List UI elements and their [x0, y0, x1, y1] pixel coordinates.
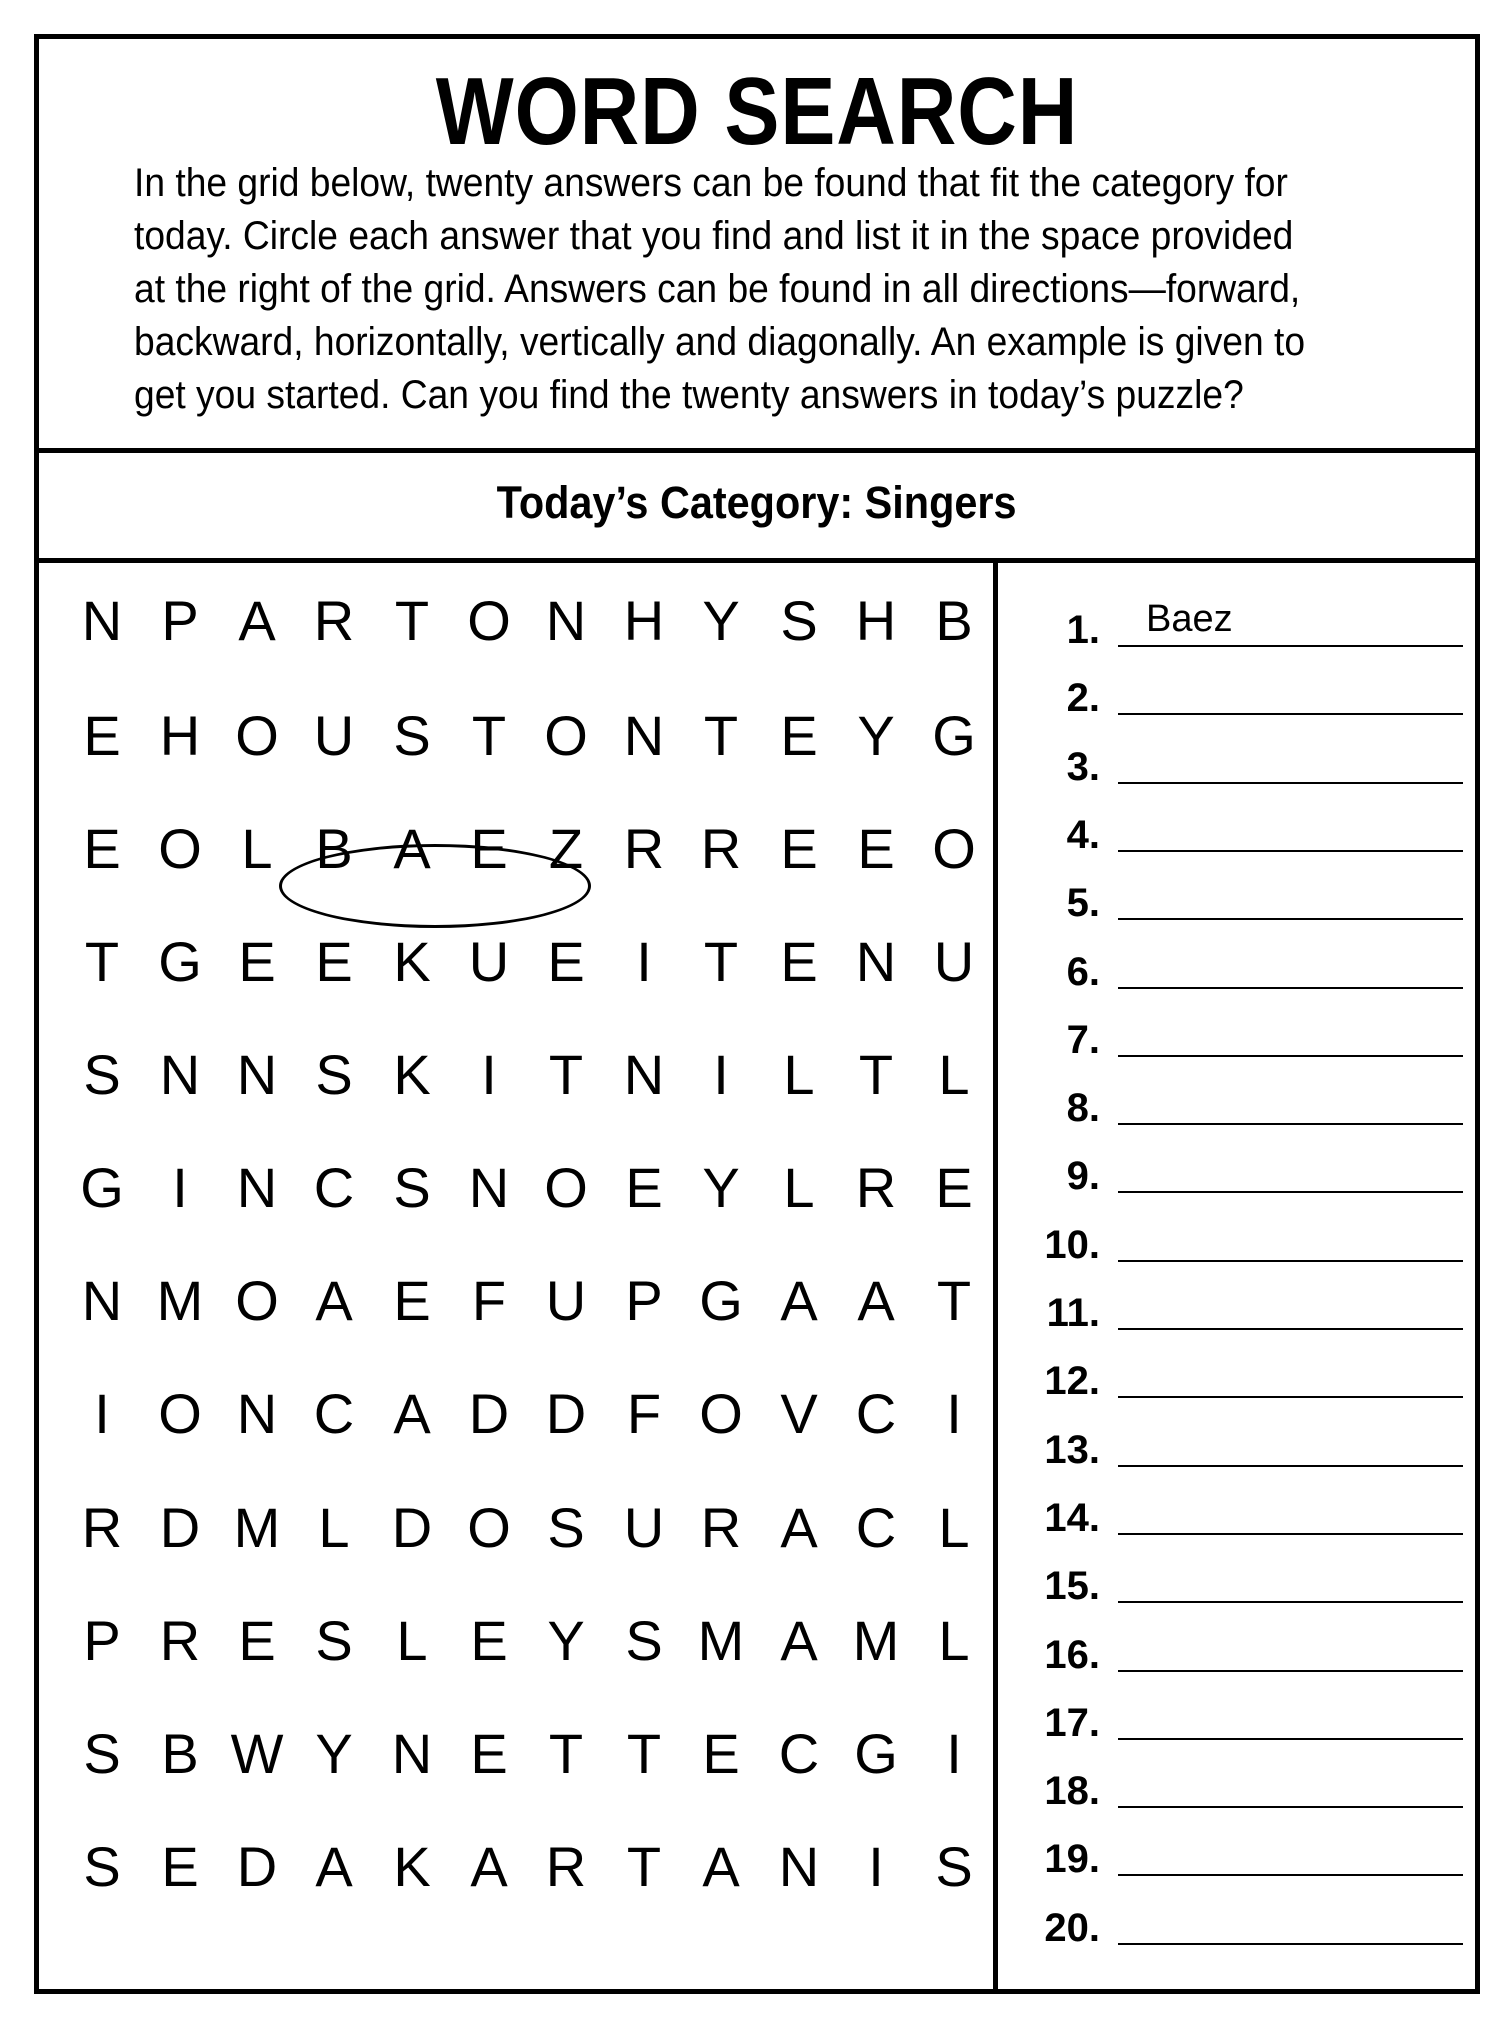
answer-number: 11.: [1046, 1291, 1100, 1335]
grid-letter: L: [938, 1496, 970, 1559]
answer-row: [998, 927, 1480, 995]
grid-letter: N: [81, 589, 123, 652]
answer-blank-line[interactable]: [1118, 1533, 1463, 1535]
answer-row: [998, 1473, 1480, 1541]
answer-number: 2.: [1066, 676, 1100, 721]
grid-row: [63, 1714, 993, 1794]
grid-letter: O: [235, 1269, 279, 1332]
answer-blank-line[interactable]: [1118, 1943, 1463, 1945]
grid-letter: T: [703, 930, 739, 993]
grid-letter: I: [481, 1043, 497, 1106]
answer-number: 5.: [1066, 881, 1100, 926]
grid-letter: L: [938, 1609, 970, 1672]
answer-blank-line[interactable]: [1118, 1465, 1463, 1467]
grid-letter: M: [852, 1609, 900, 1672]
grid-letter: K: [393, 930, 431, 993]
grid-row: [63, 1488, 993, 1568]
grid-letter: C: [778, 1722, 820, 1785]
grid-letter: S: [935, 1835, 973, 1898]
grid-letter: R: [700, 817, 742, 880]
grid-letter: B: [315, 817, 353, 880]
grid-letter: A: [702, 1835, 740, 1898]
answer-row: [998, 1268, 1480, 1336]
grid-letter: N: [236, 1043, 278, 1106]
grid-letter: S: [315, 1043, 353, 1106]
category-banner: [39, 453, 1475, 563]
answer-row: [998, 1678, 1480, 1746]
grid-letter: T: [394, 589, 430, 652]
grid-letter: E: [161, 1835, 199, 1898]
grid-letter: V: [780, 1382, 818, 1445]
answer-number: 16.: [1044, 1632, 1100, 1677]
answer-number: 6.: [1066, 949, 1100, 994]
grid-letter: H: [855, 589, 897, 652]
grid-letter: N: [623, 704, 665, 767]
grid-row: [63, 1827, 993, 1907]
answer-blank-line[interactable]: [1118, 850, 1463, 852]
answer-row: [998, 722, 1480, 790]
grid-letter: G: [932, 704, 976, 767]
grid-letter: I: [946, 1382, 962, 1445]
grid-letter: L: [241, 817, 273, 880]
grid-letter: U: [545, 1269, 587, 1332]
grid-letter: Y: [857, 704, 895, 767]
answer-list: [998, 563, 1480, 1994]
grid-letter: T: [858, 1043, 894, 1106]
grid-letter: I: [172, 1156, 188, 1219]
grid-letter: E: [470, 1722, 508, 1785]
grid-row: [63, 1374, 993, 1454]
grid-letter: E: [780, 930, 818, 993]
grid-letter: T: [703, 704, 739, 767]
answer-row: [998, 1131, 1480, 1199]
answer-number: 3.: [1066, 744, 1100, 789]
grid-letter: D: [159, 1496, 201, 1559]
grid-letter: E: [83, 817, 121, 880]
grid-letter: N: [236, 1382, 278, 1445]
grid-row: [63, 1261, 993, 1341]
grid-letter: A: [238, 589, 276, 652]
answer-number: 15.: [1044, 1564, 1100, 1609]
grid-letter: S: [625, 1609, 663, 1672]
grid-letter: S: [83, 1835, 121, 1898]
grid-letter: A: [315, 1835, 353, 1898]
grid-letter: O: [235, 704, 279, 767]
answer-text: Baez: [1146, 598, 1233, 640]
answer-blank-line[interactable]: [1118, 1738, 1463, 1740]
grid-letter: C: [855, 1382, 897, 1445]
grid-letter: K: [393, 1043, 431, 1106]
grid-letter: K: [393, 1835, 431, 1898]
grid-letter: A: [780, 1496, 818, 1559]
grid-letter: E: [470, 817, 508, 880]
grid-letter: C: [313, 1382, 355, 1445]
grid-letter: T: [626, 1722, 662, 1785]
answer-blank-line[interactable]: [1118, 1123, 1463, 1125]
answer-number: 10.: [1044, 1222, 1100, 1267]
grid-letter: E: [625, 1156, 663, 1219]
grid-letter: T: [548, 1722, 584, 1785]
grid-letter: T: [84, 930, 120, 993]
grid-letter: E: [780, 817, 818, 880]
grid-letter: A: [857, 1269, 895, 1332]
grid-letter: N: [391, 1722, 433, 1785]
grid-letter: C: [313, 1156, 355, 1219]
grid-letter: G: [158, 930, 202, 993]
answer-number: 1.: [1066, 608, 1100, 652]
answer-row: [998, 1746, 1480, 1814]
grid-letter: E: [780, 704, 818, 767]
header-section: [39, 39, 1475, 453]
grid-letter: L: [396, 1609, 428, 1672]
grid-letter: O: [158, 817, 202, 880]
grid-letter: Z: [548, 817, 584, 880]
answer-blank-line[interactable]: [1118, 1191, 1463, 1193]
grid-row: [63, 1148, 993, 1228]
grid-letter: F: [626, 1382, 662, 1445]
answer-blank-line[interactable]: [1118, 1396, 1463, 1398]
grid-letter: I: [713, 1043, 729, 1106]
answer-blank-line[interactable]: [1118, 1328, 1463, 1330]
grid-letter: E: [935, 1156, 973, 1219]
grid-letter: L: [938, 1043, 970, 1106]
grid-letter: O: [932, 817, 976, 880]
grid-letter: Y: [702, 589, 740, 652]
grid-letter: R: [159, 1609, 201, 1672]
grid-letter: L: [318, 1496, 350, 1559]
grid-letter: D: [468, 1382, 510, 1445]
answer-number: 4.: [1066, 812, 1100, 857]
grid-letter: S: [547, 1496, 585, 1559]
grid-letter: T: [471, 704, 507, 767]
answer-number: 14.: [1044, 1495, 1100, 1540]
grid-letter: A: [393, 1382, 431, 1445]
answer-number: 18.: [1044, 1769, 1100, 1814]
grid-letter: Y: [315, 1722, 353, 1785]
grid-row: [63, 581, 993, 661]
answer-blank-line[interactable]: [1118, 918, 1463, 920]
answer-row: [998, 1063, 1480, 1131]
grid-letter: E: [470, 1609, 508, 1672]
grid-letter: N: [468, 1156, 510, 1219]
grid-letter: W: [230, 1722, 284, 1785]
grid-letter: Y: [702, 1156, 740, 1219]
grid-letter: E: [238, 1609, 276, 1672]
grid-letter: P: [625, 1269, 663, 1332]
grid-letter: D: [236, 1835, 278, 1898]
answer-blank-line[interactable]: [1118, 782, 1463, 784]
grid-letter: S: [83, 1722, 121, 1785]
grid-letter: H: [623, 589, 665, 652]
grid-letter: R: [623, 817, 665, 880]
grid-letter: N: [545, 589, 587, 652]
answer-blank-line[interactable]: [1118, 1670, 1463, 1672]
grid-letter: G: [80, 1156, 124, 1219]
grid-letter: E: [315, 930, 353, 993]
answer-row: [998, 1200, 1480, 1268]
answer-number: 8.: [1066, 1086, 1100, 1131]
grid-letter: D: [391, 1496, 433, 1559]
example-answer-circle: [279, 844, 591, 928]
grid-letter: E: [83, 704, 121, 767]
grid-letter: N: [81, 1269, 123, 1332]
grid-letter: R: [855, 1156, 897, 1219]
grid-letter: R: [545, 1835, 587, 1898]
grid-letter: E: [238, 930, 276, 993]
grid-letter: I: [946, 1722, 962, 1785]
answer-blank-line[interactable]: [1118, 713, 1463, 715]
answer-blank-line[interactable]: [1118, 1055, 1463, 1057]
answer-number: 12.: [1044, 1359, 1100, 1404]
grid-letter: G: [854, 1722, 898, 1785]
grid-letter: O: [158, 1382, 202, 1445]
answer-blank-line[interactable]: [1118, 1601, 1463, 1603]
grid-letter: M: [697, 1609, 745, 1672]
answer-row: [998, 858, 1480, 926]
grid-letter: E: [547, 930, 585, 993]
grid-letter: T: [626, 1835, 662, 1898]
grid-letter: G: [699, 1269, 743, 1332]
grid-letter: O: [467, 1496, 511, 1559]
grid-letter: I: [94, 1382, 110, 1445]
grid-letter: E: [702, 1722, 740, 1785]
grid-row: [63, 1601, 993, 1681]
answer-row: [998, 790, 1480, 858]
grid-letter: A: [780, 1609, 818, 1672]
answer-row: [998, 1814, 1480, 1882]
answer-number: 17.: [1044, 1700, 1100, 1745]
grid-letter: R: [313, 589, 355, 652]
answer-blank-line[interactable]: [1118, 1874, 1463, 1876]
answer-number: 7.: [1066, 1017, 1100, 1062]
grid-letter: E: [857, 817, 895, 880]
grid-letter: P: [83, 1609, 121, 1672]
grid-letter: R: [700, 1496, 742, 1559]
instructions-text: In the grid below, twenty answers can be found that fit the category for today. Circle each answer that you find and list it in the space provided at the right of the grid. Answers can be found in all directions—forward, backward, horizontally, vertically and diagonally. An example is given to get you started. Can you find the twenty answers in today’s puzzle?: [134, 161, 1306, 417]
answer-number: 19.: [1044, 1837, 1100, 1882]
grid-letter: M: [156, 1269, 204, 1332]
grid-letter: U: [933, 930, 975, 993]
grid-letter: S: [780, 589, 818, 652]
page-title: WORD SEARCH: [435, 58, 1079, 165]
grid-letter: O: [544, 1156, 588, 1219]
answer-row: [998, 995, 1480, 1063]
grid-letter: N: [778, 1835, 820, 1898]
grid-letter: F: [471, 1269, 507, 1332]
grid-letter: N: [855, 930, 897, 993]
grid-letter: R: [81, 1496, 123, 1559]
grid-letter: Y: [547, 1609, 585, 1672]
grid-letter: D: [545, 1382, 587, 1445]
grid-letter: U: [623, 1496, 665, 1559]
grid-letter: L: [783, 1043, 815, 1106]
grid-letter: C: [855, 1496, 897, 1559]
grid-letter: A: [393, 817, 431, 880]
grid-row: [63, 922, 993, 1002]
grid-letter: N: [159, 1043, 201, 1106]
answer-row: [998, 1405, 1480, 1473]
answer-row: [998, 1883, 1480, 1951]
grid-letter: I: [868, 1835, 884, 1898]
grid-letter: O: [467, 589, 511, 652]
grid-letter: O: [544, 704, 588, 767]
grid-letter: N: [236, 1156, 278, 1219]
answer-row: [998, 653, 1480, 721]
answer-blank-line[interactable]: [1118, 1806, 1463, 1808]
grid-letter: L: [783, 1156, 815, 1219]
grid-row: [63, 696, 993, 776]
answer-blank-line[interactable]: [1118, 1260, 1463, 1262]
worksheet: [34, 34, 1480, 1994]
grid-letter: S: [315, 1609, 353, 1672]
answer-number: 20.: [1044, 1905, 1100, 1950]
grid-letter: T: [548, 1043, 584, 1106]
grid-row: [63, 1035, 993, 1115]
grid-letter: O: [699, 1382, 743, 1445]
grid-letter: U: [313, 704, 355, 767]
grid-letter: T: [936, 1269, 972, 1332]
grid-letter: H: [159, 704, 201, 767]
grid-letter: N: [623, 1043, 665, 1106]
grid-letter: S: [393, 704, 431, 767]
grid-letter: U: [468, 930, 510, 993]
grid-letter: B: [935, 589, 973, 652]
grid-letter: A: [470, 1835, 508, 1898]
answer-number: 9.: [1066, 1154, 1100, 1199]
grid-letter: I: [636, 930, 652, 993]
grid-letter: M: [233, 1496, 281, 1559]
answer-row: [998, 1336, 1480, 1404]
grid-letter: A: [315, 1269, 353, 1332]
grid-letter: S: [83, 1043, 121, 1106]
answer-blank-line[interactable]: [1118, 987, 1463, 989]
answer-row: [998, 1541, 1480, 1609]
answer-number: 13.: [1044, 1427, 1100, 1472]
grid-letter: E: [393, 1269, 431, 1332]
answer-blank-line[interactable]: [1118, 645, 1463, 647]
category-label: Today’s Category: Singers: [497, 477, 1017, 528]
grid-letter: A: [780, 1269, 818, 1332]
grid-letter: B: [161, 1722, 199, 1785]
grid-letter: S: [393, 1156, 431, 1219]
answer-row: [998, 585, 1480, 653]
grid-letter: P: [161, 589, 199, 652]
answer-row: [998, 1610, 1480, 1678]
letter-grid: [39, 563, 998, 1994]
